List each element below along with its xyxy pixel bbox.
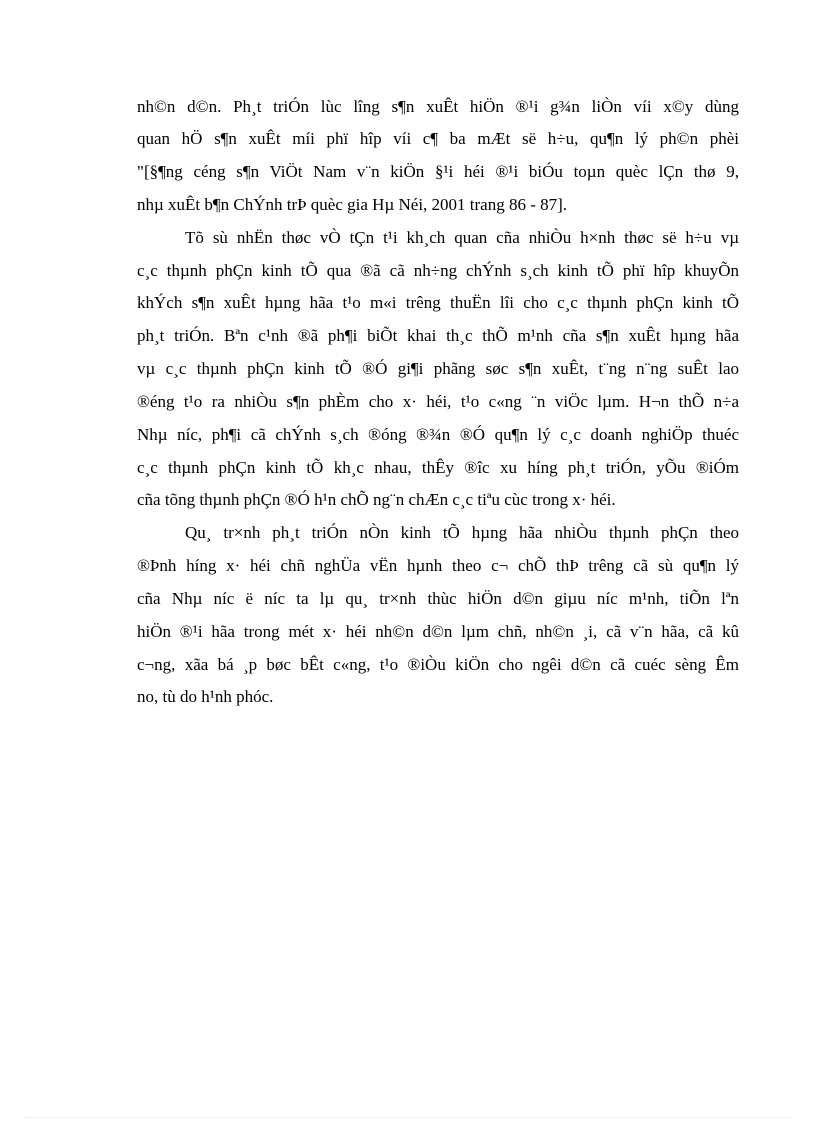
- paragraph-2-line-6: ®éng t¹o ra nhiÒu s¶n phÈm cho x· héi, t¹o c«ng ¨n viÖc lµm. H¬n thÕ n÷a: [137, 392, 739, 411]
- paragraph-1-line-2: quan hÖ s¶n xuÊt míi phï hîp víi c¶ ba mÆt së h÷u, qu¶n lý ph©n phèi: [137, 129, 739, 148]
- paragraph-3-line-1: Qu¸ tr×nh ph¸t triÓn nÒn kinh tÕ hµng hãa nhiÒu thµnh phÇn theo: [185, 523, 739, 542]
- paragraph-2-line-1: Tõ sù nhËn thøc vÒ tÇn t¹i kh¸ch quan cña nhiÒu h×nh thøc së h÷u vµ: [185, 228, 739, 247]
- paragraph-1-line-3: "[§¶ng céng s¶n ViÖt Nam v¨n kiÖn §¹i héi ®¹i biÓu toµn quèc lÇn thø 9,: [137, 162, 739, 181]
- paragraph-2-line-9: cña tõng thµnh phÇn ®Ó h¹n chÕ ng¨n chÆn c¸c tiªu cùc trong x· héi.: [137, 490, 616, 509]
- paragraph-3-line-6: no, tù do h¹nh phóc.: [137, 687, 274, 706]
- paragraph-3-line-3: cña Nhµ níc ë níc ta lµ qu¸ tr×nh thùc hiÖn d©n giµu níc m¹nh, tiÕn lªn: [137, 589, 739, 608]
- paragraph-3-line-5: c¬ng, xãa bá ¸p bøc bÊt c«ng, t¹o ®iÒu kiÖn cho ngêi d©n cã cuéc sèng Êm: [137, 655, 739, 674]
- paragraph-3-line-4: hiÖn ®¹i hãa trong mét x· héi nh©n d©n lµm chñ, nh©n ¸i, cã v¨n hãa, cã kû: [137, 622, 739, 641]
- paragraph-1-line-1: nh©n d©n. Ph¸t triÓn lùc lîng s¶n xuÊt hiÖn ®¹i g¾n liÒn víi x©y dùng: [137, 97, 739, 116]
- paragraph-2-line-3: khÝch s¶n xuÊt hµng hãa t¹o m«i trêng thuËn lîi cho c¸c thµnh phÇn kinh tÕ: [137, 293, 739, 312]
- page-bottom-rule: [24, 1117, 792, 1118]
- paragraph-3-line-2: ®Þnh híng x· héi chñ nghÜa vËn hµnh theo c¬ chÕ thÞ trêng cã sù qu¶n lý: [137, 556, 739, 575]
- paragraph-2-line-5: vµ c¸c thµnh phÇn kinh tÕ ®Ó gi¶i phãng søc s¶n xuÊt, t¨ng n¨ng suÊt lao: [137, 359, 739, 378]
- paragraph-1-line-4: nhµ xuÊt b¶n ChÝnh trÞ quèc gia Hµ Néi, 2001 trang 86 - 87].: [137, 195, 568, 214]
- paragraph-2-line-8: c¸c thµnh phÇn kinh tÕ kh¸c nhau, thÊy ®îc xu híng ph¸t triÓn, yÕu ®iÓm: [137, 458, 739, 477]
- paragraph-2-line-4: ph¸t triÓn. Bªn c¹nh ®ã ph¶i biÕt khai th¸c thÕ m¹nh cña s¶n xuÊt hµng hãa: [137, 326, 739, 345]
- paragraph-2-line-2: c¸c thµnh phÇn kinh tÕ qua ®ã cã nh÷ng chÝnh s¸ch kinh tÕ phï hîp khuyÕn: [137, 261, 739, 280]
- paragraph-2-line-7: Nhµ níc, ph¶i cã chÝnh s¸ch ®óng ®¾n ®Ó qu¶n lý c¸c doanh nghiÖp thuéc: [137, 425, 739, 444]
